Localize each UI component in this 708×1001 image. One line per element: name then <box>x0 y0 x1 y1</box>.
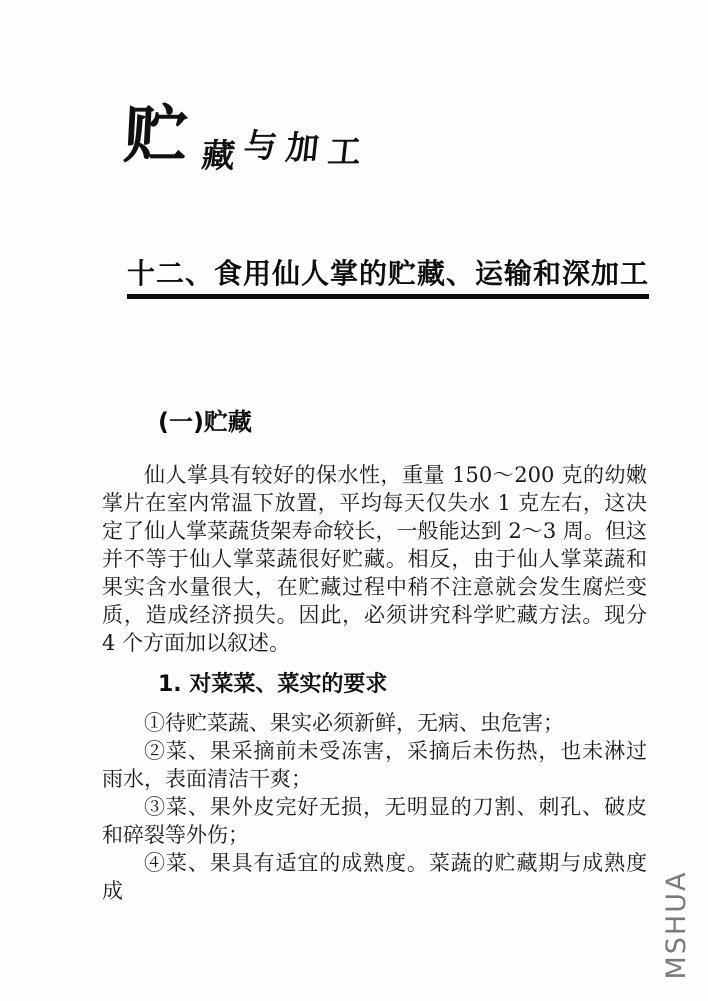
list-item: ③菜、果外皮完好无损，无明显的刀割、刺孔、破皮和碎裂等外伤； <box>102 795 647 847</box>
list-item: ④菜、果具有适宜的成熟度。菜蔬的贮藏期与成熟度成 <box>102 851 647 903</box>
body-paragraph: 仙人掌具有较好的保水性，重量 150～200 克的幼嫩掌片在室内常温下放置，平均每天仅失水 1 克左右，这决定了仙人掌菜蔬货架寿命较长，一般能达到 2～3 周。但这并不等于仙人掌菜蔬很好贮藏。相反，由于仙人掌菜蔬和果实含水量很大，在贮藏过程中稍不注意就会发生腐烂变质，造成经济损失。因此，必须讲究科学贮藏方法。现分 4 个方面加以叙述。 <box>102 463 647 655</box>
numbered-item-list <box>102 709 647 905</box>
list-item: ②菜、果采摘前未受冻害，采摘后未伤热，也未淋过雨水，表面清洁干爽； <box>102 739 647 791</box>
list-item: ①待贮菜蔬、果实必须新鲜，无病、虫危害； <box>144 711 564 735</box>
calligraphy-large-char: 贮 <box>122 98 190 173</box>
watermark-text: MSHUA <box>661 870 692 980</box>
calligraphy-char: 工 <box>325 132 364 171</box>
subsection-heading: 1. 对菜菜、菜实的要求 <box>158 672 388 697</box>
running-header-calligraphy <box>122 98 370 175</box>
calligraphy-rest <box>199 126 370 175</box>
calligraphy-char: 与 <box>241 126 280 165</box>
chapter-title: 十二、食用仙人掌的贮藏、运输和深加工 <box>127 258 649 299</box>
calligraphy-char: 加 <box>283 128 322 167</box>
calligraphy-char: 藏 <box>199 136 238 175</box>
section-heading: (一)贮藏 <box>158 408 252 436</box>
